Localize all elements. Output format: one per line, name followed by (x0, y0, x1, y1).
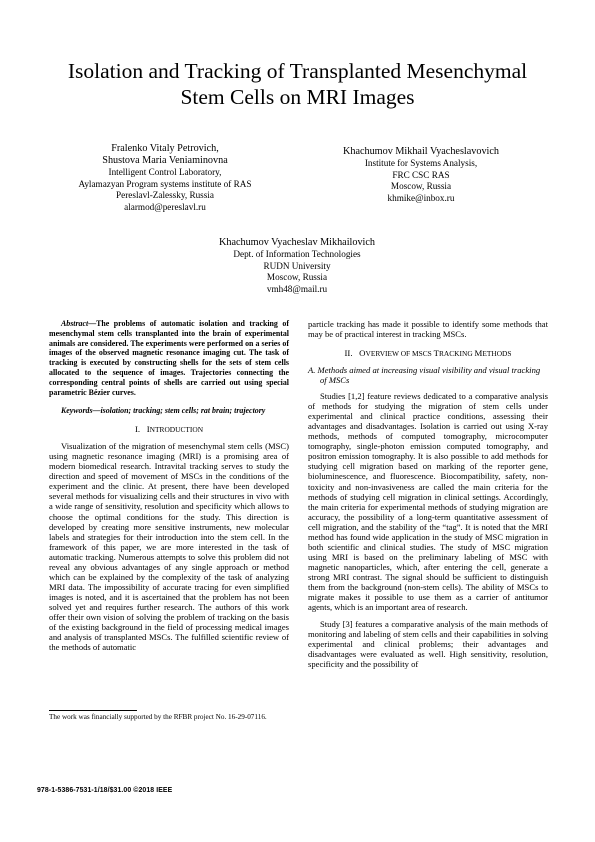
introduction-paragraph: Visualization of the migration of mesenchymal stem cells (MSC) using magnetic resonance imaging (MRI) is a promising area of modern biomedical research. Intravital tracking serves to study the direction and speed of movement of MSCs in the conditions of the experiment and the clinic. At present, there have been developed several methods for visualizing cells and their structures in vivo with a wide range of sensitivity, resolution and specificity which allows to choose the optimal conditions for the study. This direction is developed by creating more sensitive instruments, new molecular labels and strategies for their introduction into the stem cell. In the framework of this paper, we are more interested in the task of automatic tracking. Numerous attempts to solve this problem did not reveal any obvious advantages of any single approach or method which can be explained by the complexity of the task of analyzing MRI data. The impossibility of accurate tracing for even simplified images is noted, and it is ascertained that the problem has not been solved yet and requires further research. The authors of this work offer their own vision of solving the problem of tracking on the basis of the existing background in the field of processing medical images and analysis of transplanted MSCs. The fulfilled scientific review of the methods of automatic (49, 441, 289, 653)
section-heading-overview: II. OVERVIEW OF MSCS TRACKING METHODS (344, 348, 512, 359)
footnote-divider (49, 710, 137, 711)
title-line-1: Isolation and Tracking of Transplanted Mesenchymal (67, 59, 528, 83)
author-email: vmh48@mail.ru (266, 283, 328, 294)
overview-paragraph-2: Study [3] features a comparative analysis of the main methods of monitoring and labeling of stem cells and their capabilities in solving experimental and clinical problems; their advantages and disadvantages were evaluated as well. High sensitivity, resolution, specificity and the possibility of (308, 619, 548, 670)
author-email: alarmod@pereslavl.ru (124, 201, 206, 212)
author-affiliation: Moscow, Russia (266, 272, 328, 283)
author-affiliation: Moscow, Russia (390, 181, 452, 192)
overview-paragraph-1: Studies [1,2] feature reviews dedicated to a comparative analysis of methods for studying the migration of stem cells under experimental and clinical practice conditions, assessing their advantages and disadvantages. Isolation is carried out using X-ray methods, methods of computed tomography, microcomputer tomography, single-photon emission computed tomography, and positron emission tomography. It is also possible to add methods for studying cell migration based on marking of the reporter gene, bioluminescence, and fluorescence. Biocompatibility, safety, non-toxicity and non-invasiveness are called the main criteria for the methods of studying cell migration in clinical settings. Accordingly, the main criteria for experimental methods of studying migration are accuracy, the possibility of a long-term quantitative assessment of cell migration, and the stability of the “tag”. It is noted that the MRI method has found wide application in the study of MSC migration in both scientific and clinical studies. The study of MSC migration using MRI is based on the preliminary labeling of MSC with magnetic nanoparticles, which, after entering the cell, generate a strong MRI contrast. The signal should be sufficient to distinguish them from the background (non-stem cells). The ability of MSCs to migrate makes it possible to use them as a carrier of antitumor agents, which is an important area of research. (308, 391, 548, 613)
author-name: Khachumov Mikhail Vyacheslavovich (343, 146, 499, 157)
author-email: khmike@inbox.ru (387, 192, 455, 203)
author-affiliation: RUDN University (263, 260, 331, 271)
author-affiliation: Institute for Systems Analysis, (364, 158, 478, 168)
author-affiliation: Pereslavl-Zalessky, Russia (116, 190, 214, 201)
keywords: Keywords—isolation; tracking; stem cells; rat brain; trajectory (61, 406, 266, 416)
isbn-copyright-line: 978-1-5386-7531-1/18/$31.00 ©2018 IEEE (37, 787, 173, 794)
author-name: Fralenko Vitaly Petrovich, (111, 143, 219, 154)
abstract (49, 319, 289, 397)
continued-paragraph: particle tracking has made it possible to identify some methods that may be of practical interest in tracking MSCs. (308, 319, 548, 340)
author-affiliation: Intelligent Control Laboratory, (108, 167, 222, 177)
subsection-heading: A. Methods aimed at increasing visual visibility and visual tracking of MSCs (308, 365, 541, 386)
author-affiliation: Aylamazyan Program systems institute of RAS (78, 178, 252, 189)
author-block-2 (296, 146, 546, 204)
section-heading-introduction: I. INTRODUCTION (134, 424, 204, 435)
author-block-3 (172, 237, 422, 295)
funding-footnote: The work was financially supported by the RFBR project No. 16-29-07116. (49, 713, 267, 721)
author-affiliation: Dept. of Information Technologies (233, 249, 361, 259)
author-block-1 (40, 143, 290, 213)
right-column (308, 319, 548, 669)
paper-title (20, 58, 575, 110)
abstract-text: —The problems of automatic isolation and tracking of mesenchymal stem cells transplanted into the brain of experimental animals are considered. The experiments were performed on a series of images of the observed magnetic resonance imaging cut. The task of tracking is executed by constructing shells for the sets of stem cells allocated to the sequence of images. Trajectories connecting the corresponding central points of shells are carried out using special parametric Bézier curves. (49, 319, 289, 397)
abstract-lead: Abstract (61, 319, 89, 328)
left-column (49, 319, 289, 652)
author-affiliation: FRC CSC RAS (392, 169, 450, 180)
author-name: Khachumov Vyacheslav Mikhailovich (219, 237, 375, 248)
author-name: Shustova Maria Veniaminovna (102, 155, 228, 166)
title-line-2: Stem Cells on MRI Images (180, 85, 415, 109)
